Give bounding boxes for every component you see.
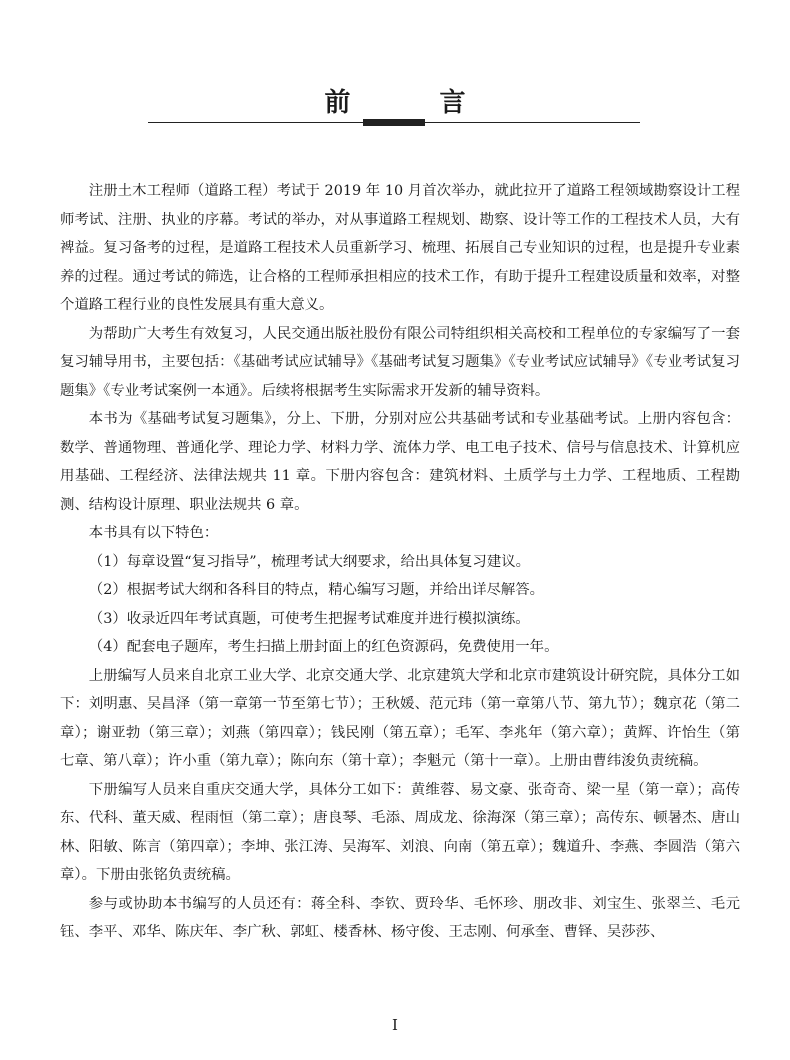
feature-item-1: （1）每章设置“复习指导”，梳理考试大纲要求，给出具体复习建议。	[88, 553, 530, 570]
paragraph-contributors: 参与或协助本书编写的人员还有：蒋全科、李钦、贾玲华、毛怀珍、朋改非、刘宝生、张翠兰、毛元钰、李平、邓华、陈庆年、李广秋、郭虹、楼香林、杨守俊、王志刚、何承奎、曹铎、吴莎莎、	[60, 895, 740, 940]
title-underline-accent	[363, 119, 425, 126]
paragraph-series: 为帮助广大考生有效复习，人民交通出版社股份有限公司特组织相关高校和工程单位的专家编写了一套复习辅导用书，主要包括：《基础考试应试辅导》《基础考试复习题集》《专业考试应试辅导》《专业考试复习题集》《专业考试案例一本通》。后续将根据考生实际需求开发新的辅导资料。	[60, 325, 740, 399]
paragraph-features-heading: 本书具有以下特色：	[88, 525, 219, 541]
page-number: I	[392, 1016, 398, 1034]
paragraph-intro: 注册土木工程师（道路工程）考试于 2019 年 10 月首次举办，就此拉开了道路工程领域勘察设计工程师考试、注册、执业的序幕。考试的举办，对从事道路工程规划、勘察、设计等工作的工程技术人员，大有裨益。复习备考的过程，是道路工程技术人员重新学习、梳理、拓展自己专业知识的过程，也是提升专业素养的过程。通过考试的筛选，让合格的工程师承担相应的技术工作，有助于提升工程建设质量和效率，对整个道路工程行业的良性发展具有重大意义。	[60, 183, 740, 313]
feature-item-3: （3）收录近四年考试真题，可使考生把握考试难度并进行模拟演练。	[88, 610, 530, 627]
feature-item-2: （2）根据考试大纲和各科目的特点，精心编写习题，并给出详尽解答。	[88, 582, 545, 598]
paragraph-scope: 本书为《基础考试复习题集》，分上、下册，分别对应公共基础考试和专业基础考试。上册内容包含：数学、普通物理、普通化学、理论力学、材料力学、流体力学、电工电子技术、信号与信息技术、计算机应用基础、工程经济、法律法规共 11 章。下册内容包含：建筑材料、土质学与土力学、工程地质、工程勘测、结构设计原理、职业法规共 6 章。	[60, 411, 740, 513]
preface-body	[60, 177, 740, 947]
paragraph-volume-1-authors: 上册编写人员来自北京工业大学、北京交通大学、北京建筑大学和北京市建筑设计研究院，具体分工如下：刘明惠、吴昌泽（第一章第一节至第七节）；王秋媛、范元玮（第一章第八节、第九节）；魏京花（第二章）；谢亚勃（第三章）；刘燕（第四章）；钱民刚（第五章）；毛军、李兆年（第六章）；黄辉、许怡生（第七章、第八章）；许小重（第九章）；陈向东（第十章）；李魁元（第十一章）。上册由曹纬浚负责统稿。	[60, 667, 740, 769]
paragraph-volume-2-authors: 下册编写人员来自重庆交通大学，具体分工如下：黄维蓉、易文豪、张奇奇、梁一星（第一章）；高传东、代科、董天威、程雨恒（第二章）；唐良琴、毛添、周成龙、徐海深（第三章）；高传东、顿暑杰、唐山林、阳敏、陈言（第四章）；李坤、张江涛、吴海军、刘浪、向南（第五章）；魏道升、李燕、李圆浩（第六章）。下册由张铭负责统稿。	[60, 781, 740, 883]
page-title: 前 言	[324, 88, 506, 118]
feature-item-4: （4）配套电子题库，考生扫描上册封面上的红色资源码，免费使用一年。	[88, 639, 559, 655]
